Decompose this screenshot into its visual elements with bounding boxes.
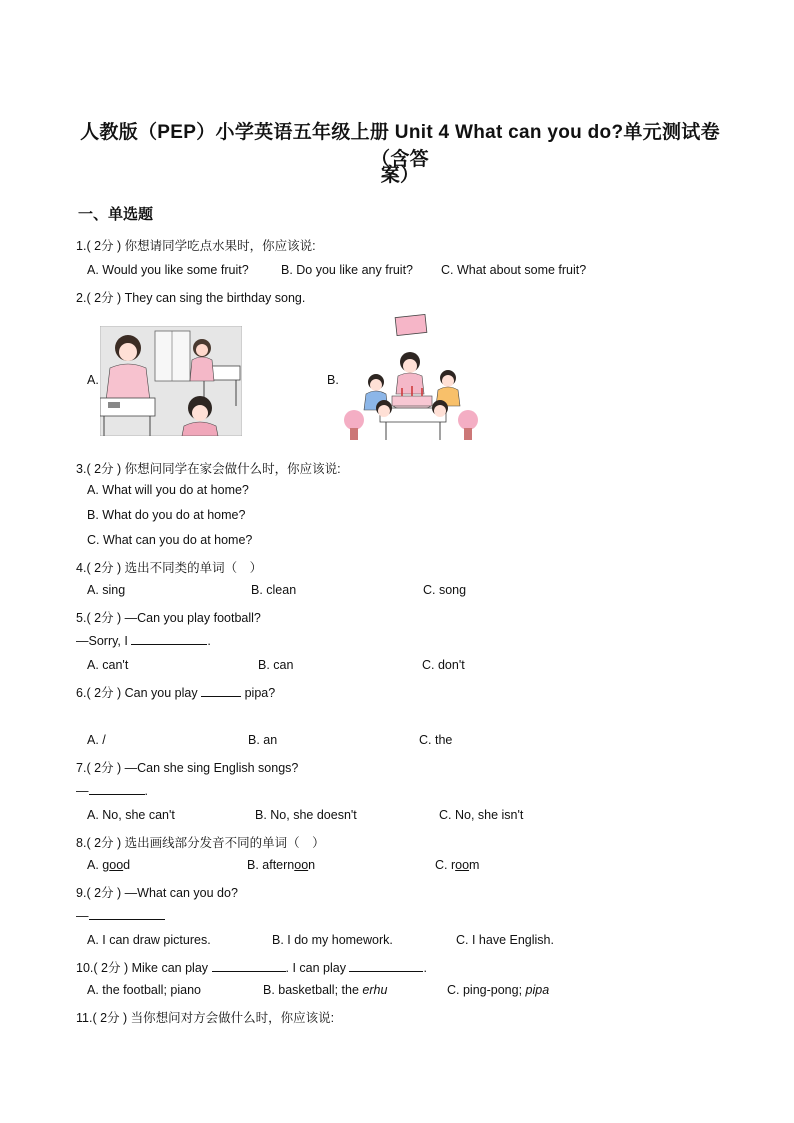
option-b[interactable]: B. can — [258, 658, 294, 672]
option-b[interactable] — [263, 983, 387, 997]
question-score: ( 2分 ) — [86, 561, 122, 575]
question-2 — [76, 288, 305, 306]
option-italic-word: pipa — [525, 983, 550, 997]
question-score: ( 2分 ) — [86, 836, 122, 850]
option-text: A. g — [87, 858, 110, 872]
option-c[interactable]: C. What can you do at home? — [87, 533, 253, 547]
question-number: 2. — [76, 291, 87, 305]
question-number: 8. — [76, 836, 87, 850]
option-a[interactable]: A. I can draw pictures. — [87, 933, 211, 947]
option-c[interactable] — [435, 858, 479, 872]
underlined-letters: oo — [294, 858, 309, 872]
question-1 — [76, 236, 316, 254]
question-number: 10. — [76, 961, 94, 975]
question-text: They can sing the birthday song. — [124, 291, 306, 305]
option-b[interactable]: B. No, she doesn't — [255, 808, 357, 822]
option-b[interactable]: B. — [327, 373, 339, 387]
question-9-answer-line — [76, 908, 165, 923]
option-c[interactable]: C. What about some fruit? — [441, 263, 587, 277]
question-text-end: . — [423, 961, 427, 975]
question-number: 1. — [76, 239, 87, 253]
question-5-answer-line: —Sorry, I . — [76, 634, 211, 648]
answer-prefix: — — [76, 909, 89, 923]
question-8 — [76, 833, 325, 851]
question-score: ( 2分 ) — [86, 239, 122, 253]
option-c[interactable] — [447, 983, 549, 997]
page-title-continued: 案） — [380, 165, 420, 186]
question-text: 选出不同类的单词（ ） — [124, 561, 263, 575]
question-number: 11. — [76, 1011, 93, 1025]
question-7-answer-line: — . — [76, 784, 148, 798]
option-a[interactable] — [87, 983, 201, 997]
option-b[interactable] — [247, 858, 315, 872]
option-text: C. ping-pong; — [447, 983, 526, 997]
option-a[interactable]: A. Would you like some fruit? — [87, 263, 249, 277]
question-text: Mike can play — [131, 961, 209, 975]
option-c[interactable]: C. I have English. — [456, 933, 554, 947]
question-number: 7. — [76, 761, 87, 775]
option-a[interactable]: A. No, she can't — [87, 808, 175, 822]
classroom-picture — [100, 326, 242, 436]
option-italic-word: erhu — [362, 983, 388, 997]
option-text: B. basketball; the — [263, 983, 363, 997]
option-a[interactable]: A. can't — [87, 658, 129, 672]
question-text: —What can you do? — [124, 886, 238, 900]
option-b[interactable]: B. I do my homework. — [272, 933, 393, 947]
option-text: C. r — [435, 858, 456, 872]
question-score: ( 2分 ) — [86, 462, 122, 476]
question-text: —Can you play football? — [124, 611, 261, 625]
answer-prefix: —Sorry, I — [76, 634, 128, 648]
option-a[interactable]: A. — [87, 373, 99, 387]
section-heading: 一、单选题 — [78, 206, 154, 223]
question-number: 4. — [76, 561, 87, 575]
question-7 — [76, 758, 298, 776]
answer-blank[interactable] — [349, 960, 423, 972]
option-b[interactable]: B. an — [248, 733, 278, 747]
answer-blank[interactable] — [89, 908, 165, 920]
question-score: ( 2分 ) — [86, 761, 122, 775]
question-text-middle: . I can play — [285, 961, 346, 975]
answer-blank[interactable] — [201, 685, 241, 697]
option-b[interactable]: B. What do you do at home? — [87, 508, 246, 522]
option-b[interactable]: B. clean — [251, 583, 297, 597]
option-a[interactable]: A. What will you do at home? — [87, 483, 249, 497]
question-text: 当你想问对方会做什么时，你应该说: — [130, 1011, 335, 1025]
question-score: ( 2分 ) — [86, 686, 122, 700]
question-score: ( 2分 ) — [93, 961, 129, 975]
question-score: ( 2分 ) — [92, 1011, 128, 1025]
option-a[interactable]: A. / — [87, 733, 106, 747]
question-11 — [76, 1008, 334, 1026]
option-text: B. aftern — [247, 858, 295, 872]
answer-blank[interactable] — [131, 633, 207, 645]
option-c[interactable]: C. song — [423, 583, 467, 597]
question-6 — [76, 683, 275, 701]
question-3 — [76, 459, 341, 477]
option-b[interactable]: B. Do you like any fruit? — [281, 263, 414, 277]
question-number: 5. — [76, 611, 87, 625]
question-text: 你想问同学在家会做什么时，你应该说: — [124, 462, 341, 476]
option-c[interactable]: C. No, she isn't — [439, 808, 524, 822]
option-a[interactable]: A. sing — [87, 583, 126, 597]
question-4 — [76, 558, 262, 576]
underlined-letters: oo — [455, 858, 470, 872]
question-score: ( 2分 ) — [86, 886, 122, 900]
page-title: 人教版（PEP）小学英语五年级上册 Unit 4 What can you do?单元测试卷（含答 — [80, 122, 720, 170]
question-number: 6. — [76, 686, 87, 700]
question-text-end: pipa? — [244, 686, 276, 700]
option-text: A. the football; piano — [87, 983, 201, 997]
question-text: —Can she sing English songs? — [124, 761, 299, 775]
option-text: m — [469, 858, 480, 872]
question-number: 9. — [76, 886, 87, 900]
question-5 — [76, 608, 261, 626]
question-10 — [76, 958, 427, 976]
answer-blank[interactable] — [212, 960, 286, 972]
option-c[interactable]: C. the — [419, 733, 453, 747]
question-text: 你想请同学吃点水果时，你应该说: — [124, 239, 316, 253]
option-text: d — [123, 858, 131, 872]
question-9 — [76, 883, 238, 901]
birthday-party-picture — [340, 312, 485, 447]
question-score: ( 2分 ) — [86, 611, 122, 625]
option-text: n — [308, 858, 316, 872]
question-number: 3. — [76, 462, 87, 476]
option-a[interactable] — [87, 858, 130, 872]
answer-prefix: — — [76, 784, 89, 798]
question-score: ( 2分 ) — [86, 291, 122, 305]
option-c[interactable]: C. don't — [422, 658, 465, 672]
question-text: Can you play — [124, 686, 198, 700]
answer-blank[interactable] — [89, 783, 145, 795]
question-text: 选出画线部分发音不同的单词（ ） — [124, 836, 325, 850]
underlined-letters: oo — [109, 858, 124, 872]
